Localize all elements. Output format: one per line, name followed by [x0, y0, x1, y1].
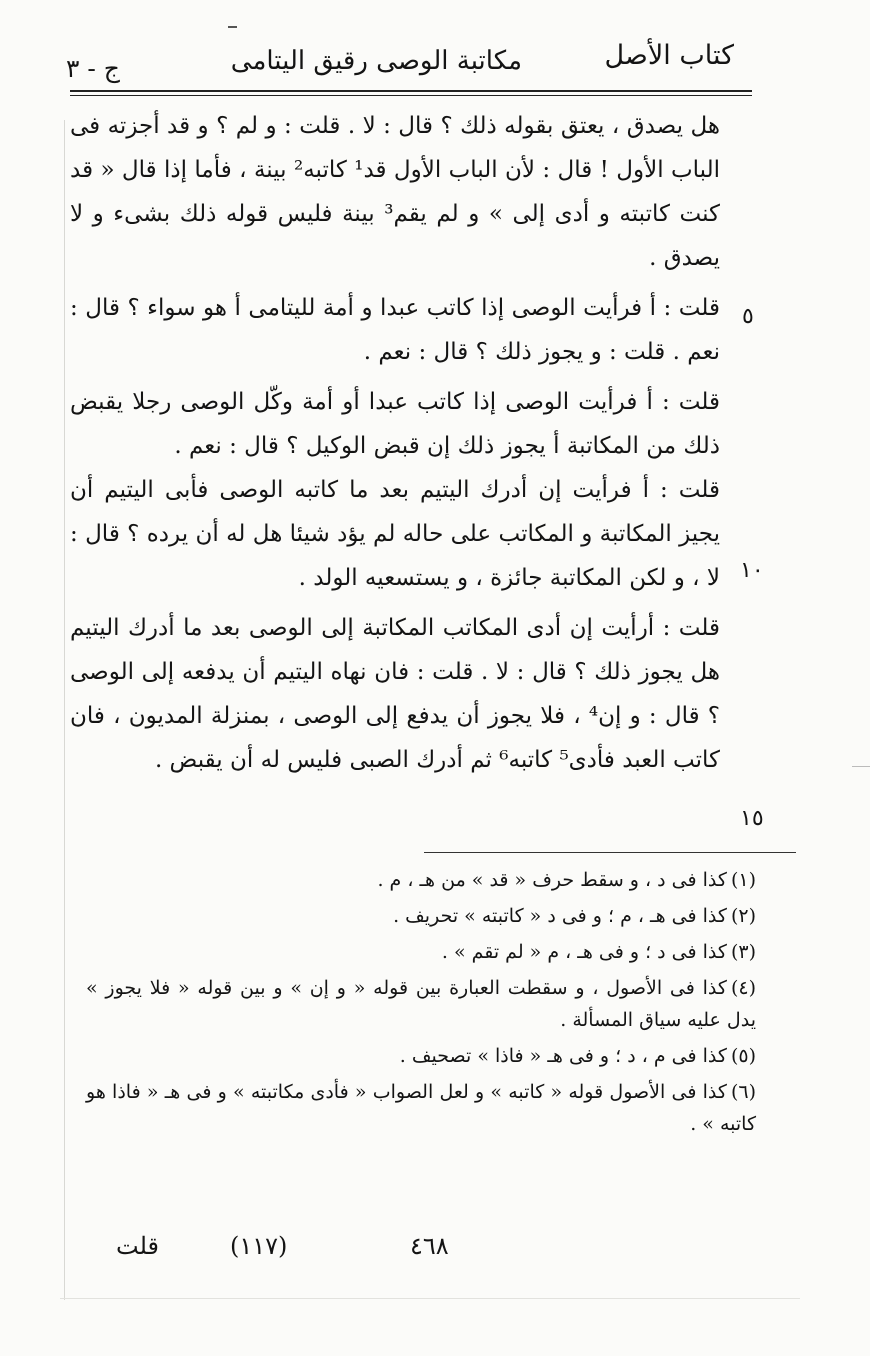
- scan-mark: [852, 766, 870, 767]
- sheet-number: (١١٧): [230, 1232, 288, 1260]
- footnotes: [86, 864, 756, 1144]
- line-number: ١٠: [740, 558, 764, 583]
- footnote: [86, 864, 756, 896]
- footnote-text: كذا فى الأصول قوله « كاتبه » و لعل الصواب « فأدى مكاتبته » و فى هـ « فاذا هو كاتبه » .: [86, 1081, 756, 1135]
- footnote-rule: [424, 852, 796, 853]
- scan-mark: [228, 26, 237, 28]
- page-footer: [96, 1232, 656, 1272]
- volume-label: ج - ٣: [66, 54, 120, 83]
- running-header: [58, 34, 758, 84]
- line-number: ١٥: [740, 806, 764, 831]
- page-number: ٤٦٨: [410, 1232, 449, 1260]
- footnote-text: كذا فى م ، د ؛ و فى هـ « فاذا » تصحيف .: [399, 1045, 727, 1067]
- footnote-text: كذا فى هـ ، م ؛ و فى د « كاتبته » تحريف .: [393, 905, 727, 927]
- scan-edge: [60, 1298, 800, 1299]
- footnote-number: (٦): [730, 1081, 756, 1103]
- paragraph: هل يصدق ، يعتق بقوله ذلك ؟ قال : لا . قلت : و لم ؟ و قد أجزته فى الباب الأول ! قال : لأن الباب الأول قد¹ كاتبه² بينة ، فأما إذا قال « قد كنت كاتبته و أدى إلى » و لم يقم³ بينة فليس قوله ذلك بشىء و لا يصدق .: [70, 113, 721, 271]
- footnote-number: (٤): [730, 977, 756, 999]
- paragraph: قلت : أ فرأيت إن أدرك اليتيم بعد ما كاتبه الوصى فأبى اليتيم أن يجيز المكاتبة و المكاتب على حاله لم يؤد شيئا هل له أن يرده ؟ قال : لا ، و لكن المكاتبة جائزة ، و يستسعيه الولد .: [70, 477, 720, 591]
- main-text: [70, 104, 720, 782]
- footnote: [86, 900, 756, 932]
- footnote: [86, 1076, 756, 1140]
- catchword: قلت: [116, 1232, 159, 1260]
- line-number: ٥: [742, 304, 754, 329]
- footnote-number: (٣): [730, 941, 756, 963]
- footnote: [86, 972, 756, 1036]
- paragraph: قلت : أرأيت إن أدى المكاتب المكاتبة إلى الوصى بعد ما أدرك اليتيم هل يجوز ذلك ؟ قال : لا . قلت : فان نهاه اليتيم أن يدفعه إلى الوصى ؟ قال : و إن⁴ ، فلا يجوز أن يدفع إلى الوصى ، بمنزلة المديون ، فان كاتب العبد فأدى⁵ كاتبه⁶ ثم أدرك الصبى فليس له أن يقبض .: [70, 615, 720, 773]
- footnote-number: (١): [730, 869, 756, 891]
- chapter-title: مكاتبة الوصى رقيق اليتامى: [230, 46, 522, 76]
- footnote-text: كذا فى د ، و سقط حرف « قد » من هـ ، م .: [377, 869, 727, 891]
- book-title: كتاب الأصل: [604, 40, 734, 71]
- footnote-number: (٢): [730, 905, 756, 927]
- footnote-number: (٥): [730, 1045, 756, 1067]
- scan-edge: [64, 120, 65, 1300]
- footnote-text: كذا فى د ؛ و فى هـ ، م « لم تقم » .: [441, 941, 727, 963]
- header-rule: [70, 90, 752, 92]
- paragraph: قلت : أ فرأيت الوصى إذا كاتب عبدا و أمة لليتامى أ هو سواء ؟ قال : نعم . قلت : و يجوز ذلك ؟ قال : نعم .: [70, 295, 720, 365]
- footnote: [86, 1040, 756, 1072]
- header-rule: [70, 95, 752, 96]
- footnote-text: كذا فى الأصول ، و سقطت العبارة بين قوله « و إن » و بين قوله « فلا يجوز » يدل عليه سياق المسألة .: [86, 977, 756, 1031]
- paragraph: قلت : أ فرأيت الوصى إذا كاتب عبدا أو أمة وكّل الوصى رجلا يقبض ذلك من المكاتبة أ يجوز ذلك إن قبض الوكيل ؟ قال : نعم .: [70, 389, 720, 459]
- footnote: [86, 936, 756, 968]
